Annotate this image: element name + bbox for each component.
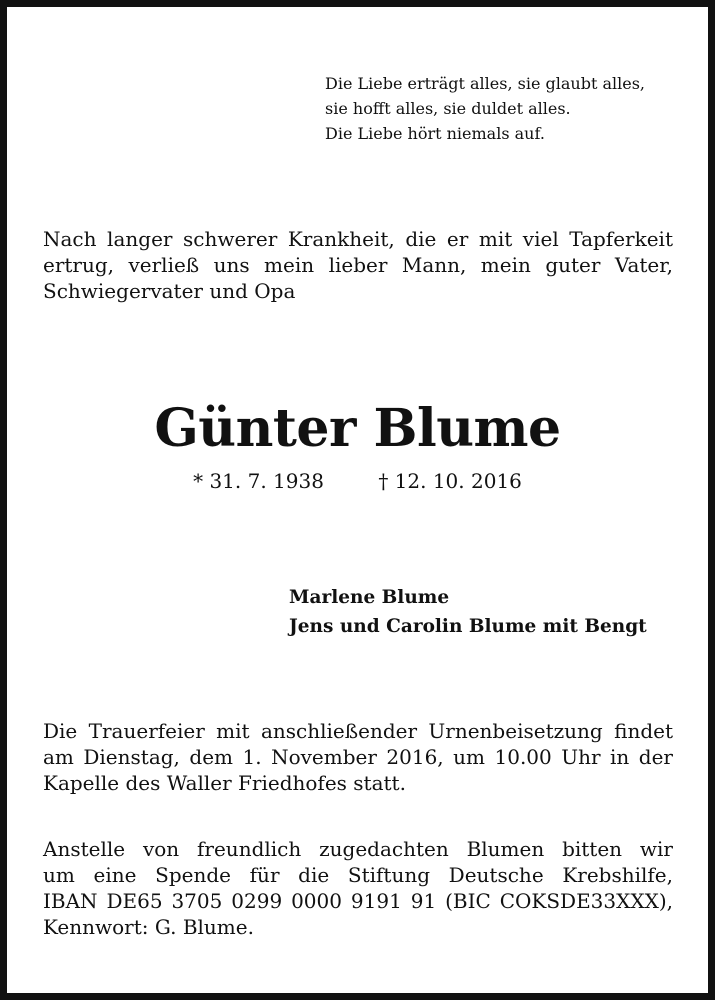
donation-paragraph	[43, 836, 673, 940]
motto-line-3: Die Liebe hört niemals auf.	[325, 124, 545, 143]
motto-line-2: sie hofft alles, sie duldet alles.	[325, 99, 571, 118]
deceased-name: Günter Blume	[154, 398, 561, 459]
donation-line-2: um eine Spende für die Stiftung Deutsche Krebshilfe,	[43, 863, 673, 887]
intro-paragraph	[43, 226, 673, 304]
birth-date: * 31. 7. 1938	[193, 469, 324, 493]
death-date: † 12. 10. 2016	[378, 469, 522, 493]
ceremony-line-2: am Dienstag, dem 1. November 2016, um 10.00 Uhr in der	[43, 745, 673, 769]
ceremony-line-3: Kapelle des Waller Friedhofes statt.	[43, 771, 406, 795]
ceremony-paragraph	[43, 718, 673, 796]
intro-line-1: Nach langer schwerer Krankheit, die er mit viel Tapferkeit	[43, 227, 673, 251]
motto-quote	[325, 71, 685, 146]
donation-line-3: IBAN DE65 3705 0299 0000 9191 91 (BIC COKSDE33XXX),	[43, 889, 673, 913]
donation-line-4: Kennwort: G. Blume.	[43, 915, 254, 939]
mourner-1: Marlene Blume	[289, 587, 450, 608]
donation-line-1: Anstelle von freundlich zugedachten Blumen bitten wir	[43, 837, 673, 861]
mourner-2: Jens und Carolin Blume mit Bengt	[289, 616, 647, 637]
mourners-list	[289, 583, 647, 641]
life-dates	[7, 466, 708, 496]
intro-line-2: ertrug, verließ uns mein lieber Mann, mein guter Vater,	[43, 253, 673, 277]
motto-line-1: Die Liebe erträgt alles, sie glaubt alles,	[325, 74, 646, 93]
ceremony-line-1: Die Trauerfeier mit anschließender Urnenbeisetzung findet	[43, 719, 673, 743]
intro-line-3: Schwiegervater und Opa	[43, 279, 296, 303]
